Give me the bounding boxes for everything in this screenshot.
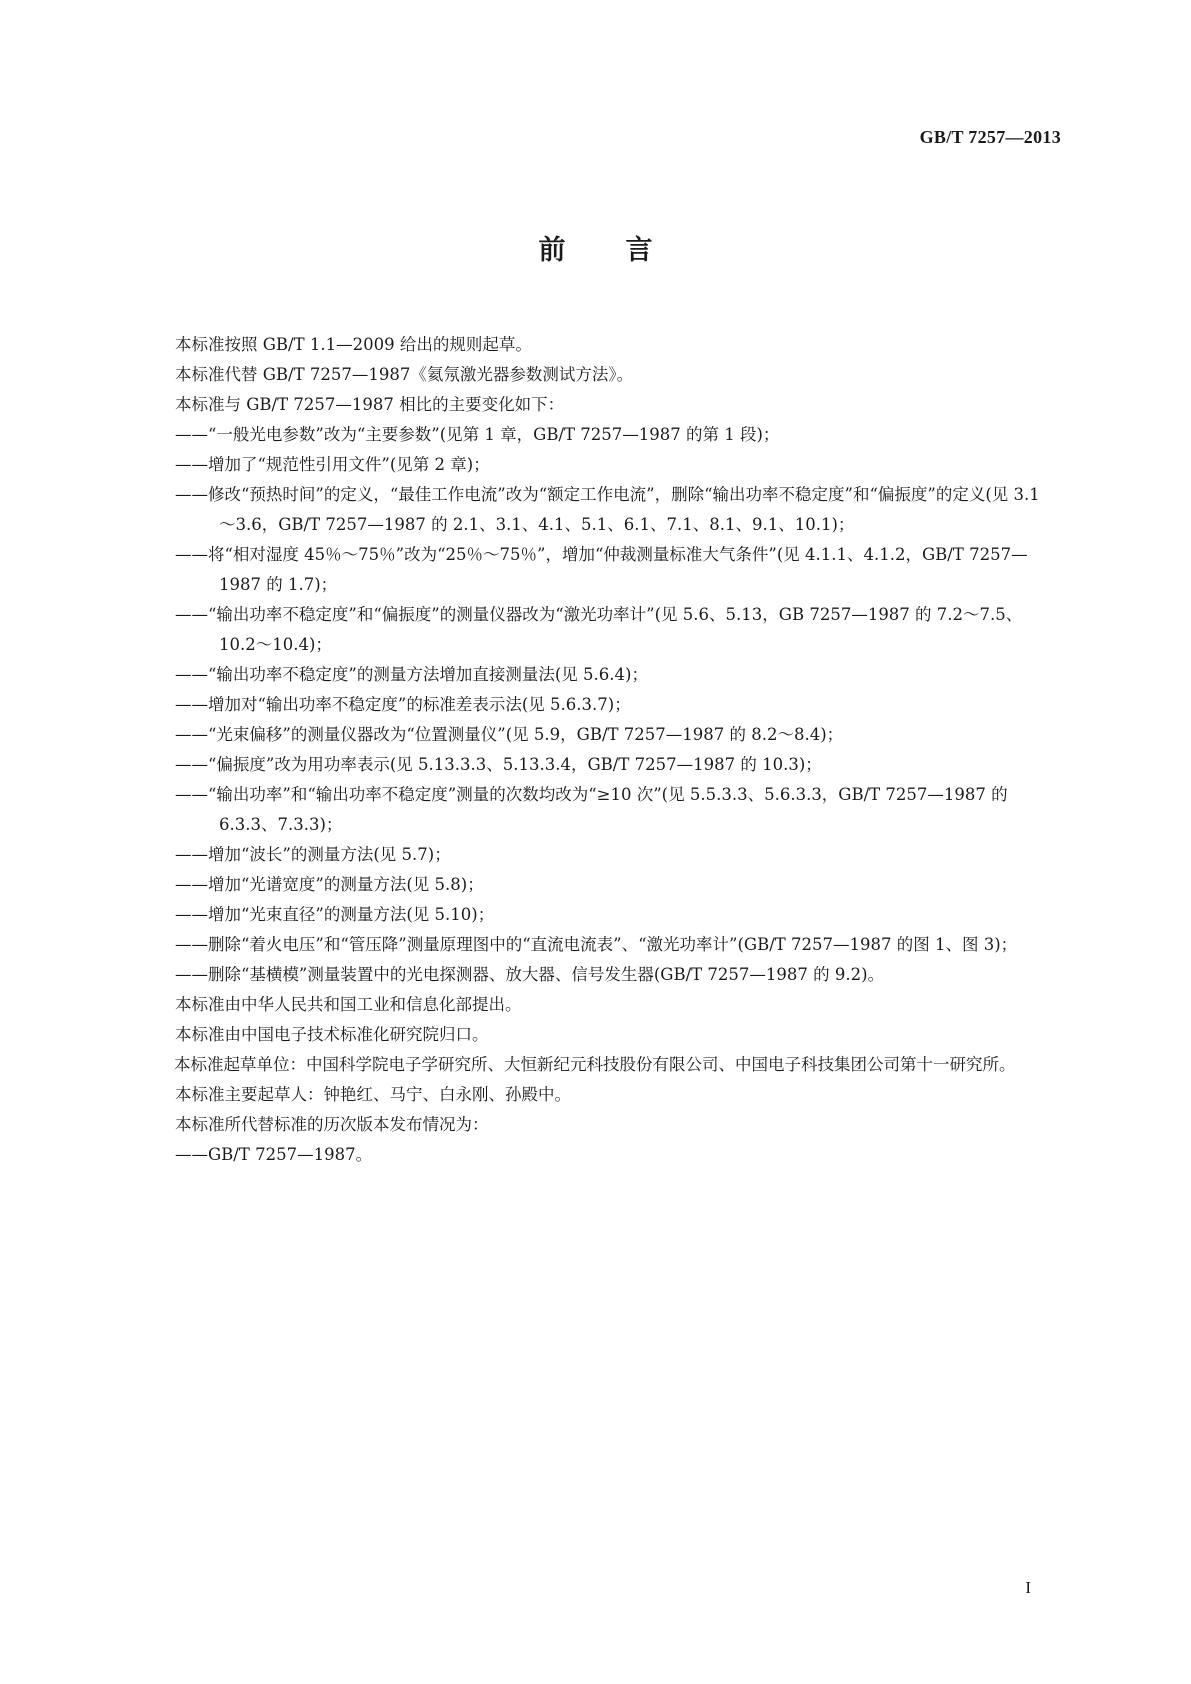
- paragraph: 本标准与 GB/T 7257—1987 相比的主要变化如下：: [175, 395, 565, 414]
- change-item: ——“输出功率”和“输出功率不稳定度”测量的次数均改为“≥10 次”(见 5.5.3.3、5.6.3.3，GB/T 7257—1987 的 6.3.3、7.3.3)；: [175, 785, 1008, 834]
- change-item: ——“一般光电参数”改为“主要参数”(见第 1 章，GB/T 7257—1987 的第 1 段)；: [175, 425, 780, 444]
- change-item: ——“输出功率不稳定度”和“偏振度”的测量仪器改为“激光功率计”(见 5.6、5.13，GB 7257—1987 的 7.2～7.5、10.2～10.4)；: [175, 605, 1023, 654]
- change-item: ——“偏振度”改为用功率表示(见 5.13.3.3、5.13.3.4，GB/T 7257—1987 的 10.3)；: [175, 755, 822, 774]
- change-item: ——删除“基横模”测量装置中的光电探测器、放大器、信号发生器(GB/T 7257—1987 的 9.2)。: [175, 965, 885, 984]
- paragraph: ——GB/T 7257—1987。: [175, 1145, 373, 1164]
- page-title: [0, 228, 1191, 267]
- change-item: ——增加了“规范性引用文件”(见第 2 章)；: [175, 455, 490, 474]
- change-item: ——“光束偏移”的测量仪器改为“位置测量仪”(见 5.9，GB/T 7257—1987 的 8.2～8.4)；: [175, 725, 844, 744]
- standard-number: GB/T 7257—2013: [919, 127, 1061, 147]
- title-char-1: 前: [538, 235, 566, 266]
- paragraph: 本标准按照 GB/T 1.1—2009 给出的规则起草。: [175, 335, 532, 354]
- paragraph: 本标准所代替标准的历次版本发布情况为：: [175, 1115, 489, 1134]
- page-number: I: [1025, 1578, 1031, 1597]
- paragraph: 本标准由中国电子技术标准化研究院归口。: [175, 1025, 489, 1044]
- change-item: ——增加“光束直径”的测量方法(见 5.10)；: [175, 905, 495, 924]
- title-char-2: 言: [625, 235, 653, 266]
- change-item: ——“输出功率不稳定度”的测量方法增加直接测量法(见 5.6.4)；: [175, 665, 648, 684]
- paragraph: 本标准代替 GB/T 7257—1987《氦氖激光器参数测试方法》。: [175, 365, 634, 384]
- paragraph: 本标准主要起草人：钟艳红、马宁、白永刚、孙殿中。: [175, 1085, 571, 1104]
- paragraph: 本标准由中华人民共和国工业和信息化部提出。: [175, 995, 522, 1014]
- change-item: ——增加“波长”的测量方法(见 5.7)；: [175, 845, 451, 864]
- change-item: ——删除“着火电压”和“管压降”测量原理图中的“直流电流表”、“激光功率计”(GB/T 7257—1987 的图 1、图 3)；: [175, 935, 1018, 954]
- drafting-units-paragraph: 本标准起草单位：中国科学院电子学研究所、大恒新纪元科技股份有限公司、中国电子科技集团公司第十一研究所。: [174, 1055, 1016, 1074]
- change-item: ——增加对“输出功率不稳定度”的标准差表示法(见 5.6.3.7)；: [175, 695, 631, 714]
- document-body: [175, 330, 1055, 1170]
- change-item: ——将“相对湿度 45％～75％”改为“25％～75％”，增加“仲裁测量标准大气条件”(见 4.1.1、4.1.2，GB/T 7257—1987 的 1.7)；: [175, 545, 1028, 594]
- change-item: ——增加“光谱宽度”的测量方法(见 5.8)；: [175, 875, 484, 894]
- change-item: ——修改“预热时间”的定义，“最佳工作电流”改为“额定工作电流”，删除“输出功率不稳定度”和“偏振度”的定义(见 3.1～3.6，GB/T 7257—1987 的 2.1、3.1、4.1、5.1、6.1、7.1、8.1、9.1、10.1)；: [175, 485, 1040, 534]
